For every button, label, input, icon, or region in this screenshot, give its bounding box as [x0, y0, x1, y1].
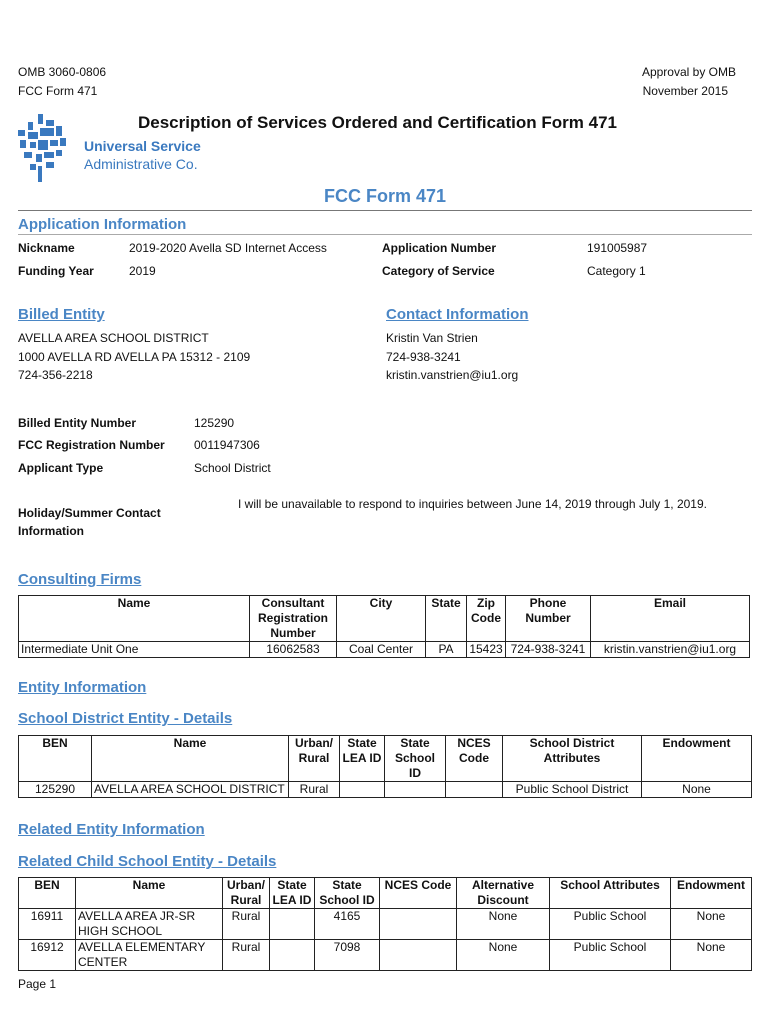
category-value: Category 1 [587, 264, 646, 278]
related-child-heading: Related Child School Entity - Details [18, 853, 277, 870]
cell-endowment: None [671, 940, 752, 971]
app-number-value: 191005987 [587, 241, 648, 255]
cell-attr: Public School [550, 909, 671, 940]
cell-school: 7098 [315, 940, 380, 971]
cell-name: AVELLA AREA JR-SR HIGH SCHOOL [76, 909, 223, 940]
application-heading: Application Information [18, 216, 187, 233]
col-urban: Urban/ Rural [289, 736, 340, 782]
table-row [19, 940, 752, 971]
col-lea: State LEA ID [340, 736, 385, 782]
contact-email: kristin.vanstrien@iu1.org [386, 368, 519, 382]
contact-phone: 724-938-3241 [386, 350, 461, 364]
cell-urban: Rural [223, 909, 270, 940]
col-name: Name [76, 878, 223, 909]
cell-attr: Public School District [503, 782, 642, 798]
title-divider [18, 210, 752, 211]
cell-nces [380, 909, 457, 940]
cell-school [385, 782, 446, 798]
holiday-label-2: Information [18, 524, 84, 538]
cell-urban: Rural [289, 782, 340, 798]
cell-school: 4165 [315, 909, 380, 940]
related-heading: Related Entity Information [18, 821, 205, 838]
omb-number: OMB 3060-0806 [18, 65, 107, 79]
cell-phone: 724-938-3241 [506, 642, 591, 658]
col-urban: Urban/ Rural [223, 878, 270, 909]
col-school: State School ID [315, 878, 380, 909]
col-state: State [426, 596, 467, 642]
ben-label: Billed Entity Number [18, 416, 137, 430]
contact-heading: Contact Information [386, 306, 529, 323]
fcc-reg-value: 0011947306 [194, 438, 260, 452]
col-phone: Phone Number [506, 596, 591, 642]
applicant-type-value: School District [194, 461, 271, 475]
col-name: Name [19, 596, 250, 642]
cell-nces [380, 940, 457, 971]
col-ben: BEN [19, 736, 92, 782]
table-row [19, 642, 750, 658]
cell-lea [340, 782, 385, 798]
col-endowment: Endowment [671, 878, 752, 909]
col-nces: NCES Code [446, 736, 503, 782]
col-email: Email [591, 596, 750, 642]
cell-attr: Public School [550, 940, 671, 971]
entity-heading: Entity Information [18, 679, 147, 696]
col-lea: State LEA ID [270, 878, 315, 909]
category-label: Category of Service [382, 264, 495, 278]
cell-lea [270, 940, 315, 971]
app-number-label: Application Number [382, 241, 497, 255]
cell-ben: 16912 [19, 940, 76, 971]
funding-year-value: 2019 [129, 264, 156, 278]
holiday-label-1: Holiday/Summer Contact [18, 506, 161, 520]
application-divider [18, 234, 752, 235]
page-number: Page 1 [18, 977, 57, 991]
col-name: Name [92, 736, 289, 782]
col-reg: Consultant Registration Number [250, 596, 337, 642]
ben-value: 125290 [194, 416, 235, 430]
holiday-text: I will be unavailable to respond to inquiries between June 14, 2019 through July 1, 2019. [238, 497, 707, 511]
col-ben: BEN [19, 878, 76, 909]
cell-city: Coal Center [337, 642, 426, 658]
approval-text: Approval by OMB [641, 65, 736, 79]
school-district-header-row [19, 736, 752, 782]
table-row [19, 909, 752, 940]
cell-zip: 15423 [467, 642, 506, 658]
logo-line1: Universal Service [84, 138, 201, 154]
billed-entity-phone: 724-356-2218 [18, 368, 93, 382]
cell-state: PA [426, 642, 467, 658]
cell-urban: Rural [223, 940, 270, 971]
consulting-header-row [19, 596, 750, 642]
nickname-value: 2019-2020 Avella SD Internet Access [129, 241, 327, 255]
form-title: FCC Form 471 [323, 186, 447, 206]
billed-entity-address: 1000 AVELLA RD AVELLA PA 15312 - 2109 [18, 350, 251, 364]
cell-name: Intermediate Unit One [19, 642, 250, 658]
fcc-reg-label: FCC Registration Number [18, 438, 165, 452]
logo-line2: Administrative Co. [84, 156, 198, 172]
consulting-table [18, 595, 750, 658]
table-row [19, 782, 752, 798]
consulting-heading: Consulting Firms [18, 571, 142, 588]
col-attr: School District Attributes [503, 736, 642, 782]
form-number: FCC Form 471 [18, 84, 98, 98]
cell-ben: 125290 [19, 782, 92, 798]
approval-date: November 2015 [642, 84, 728, 98]
school-district-table [18, 735, 752, 798]
funding-year-label: Funding Year [18, 264, 94, 278]
col-endowment: Endowment [642, 736, 752, 782]
applicant-type-label: Applicant Type [18, 461, 104, 475]
usac-logo-icon [16, 114, 80, 184]
nickname-label: Nickname [18, 241, 75, 255]
related-child-table [18, 877, 752, 971]
contact-name: Kristin Van Strien [386, 331, 478, 345]
col-city: City [337, 596, 426, 642]
school-district-heading: School District Entity - Details [18, 710, 233, 727]
cell-alt: None [457, 940, 550, 971]
col-school: State School ID [385, 736, 446, 782]
cell-endowment: None [642, 782, 752, 798]
col-attr: School Attributes [550, 878, 671, 909]
billed-entity-heading: Billed Entity [18, 306, 105, 323]
cell-reg: 16062583 [250, 642, 337, 658]
col-alt: Alternative Discount [457, 878, 550, 909]
cell-lea [270, 909, 315, 940]
cell-name: AVELLA AREA SCHOOL DISTRICT [92, 782, 289, 798]
cell-nces [446, 782, 503, 798]
cell-email: kristin.vanstrien@iu1.org [591, 642, 750, 658]
page-title: Description of Services Ordered and Certification Form 471 [138, 113, 617, 132]
cell-ben: 16911 [19, 909, 76, 940]
col-zip: Zip Code [467, 596, 506, 642]
cell-endowment: None [671, 909, 752, 940]
col-nces: NCES Code [380, 878, 457, 909]
related-header-row [19, 878, 752, 909]
billed-entity-name: AVELLA AREA SCHOOL DISTRICT [18, 331, 209, 345]
cell-alt: None [457, 909, 550, 940]
cell-name: AVELLA ELEMENTARY CENTER [76, 940, 223, 971]
